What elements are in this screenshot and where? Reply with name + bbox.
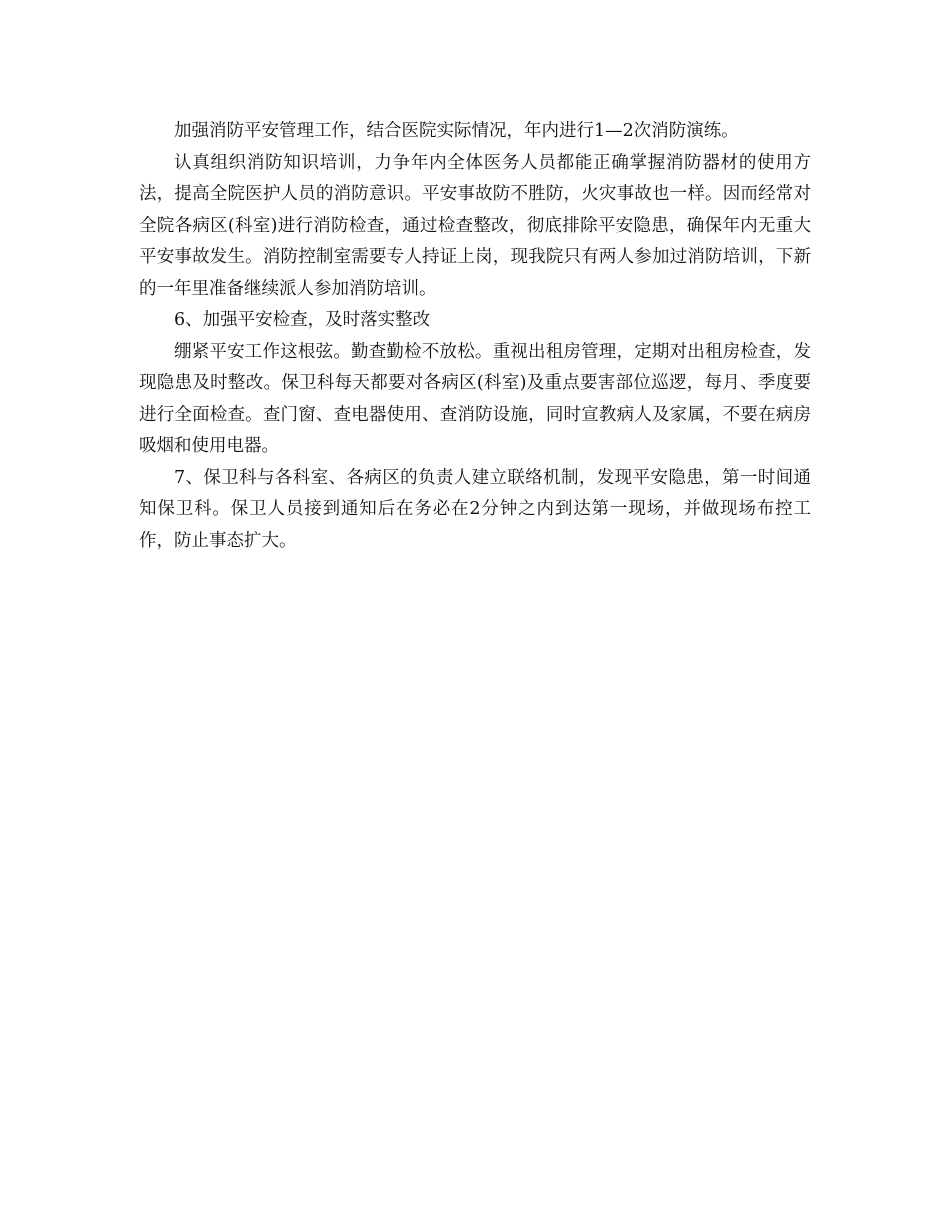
paragraph-fire-drill: 加强消防平安管理工作，结合医院实际情况，年内进行1—2次消防演练。 [174, 121, 739, 141]
paragraph-liaison-mechanism: 7、保卫科与各科室、各病区的负责人建立联络机制，发现平安隐患，第一时间通知保卫科。保卫人员接到通知后在务必在2分钟之内到达第一现场，并做现场布控工作，防止事态扩大。 [139, 467, 811, 551]
heading-safety-inspection: 6、加强平安检查，及时落实整改 [174, 310, 431, 330]
paragraph-fire-training: 认真组织消防知识培训，力争年内全体医务人员都能正确掌握消防器材的使用方法，提高全院医护人员的消防意识。平安事故防不胜防，火灾事故也一样。因而经常对全院各病区(科室)进行消防检查，通过检查整改，彻底排除平安隐患，确保年内无重大平安事故发生。消防控制室需要专人持证上岗，现我院只有两人参加过消防培训，下新的一年里准备继续派人参加消防培训。 [139, 152, 811, 299]
paragraph-safety-inspection: 绷紧平安工作这根弦。勤查勤检不放松。重视出租房管理，定期对出租房检查，发现隐患及时整改。保卫科每天都要对各病区(科室)及重点要害部位巡逻，每月、季度要进行全面检查。查门窗、查电器使用、查消防设施，同时宣教病人及家属，不要在病房吸烟和使用电器。 [139, 341, 811, 456]
document-body [139, 116, 811, 557]
